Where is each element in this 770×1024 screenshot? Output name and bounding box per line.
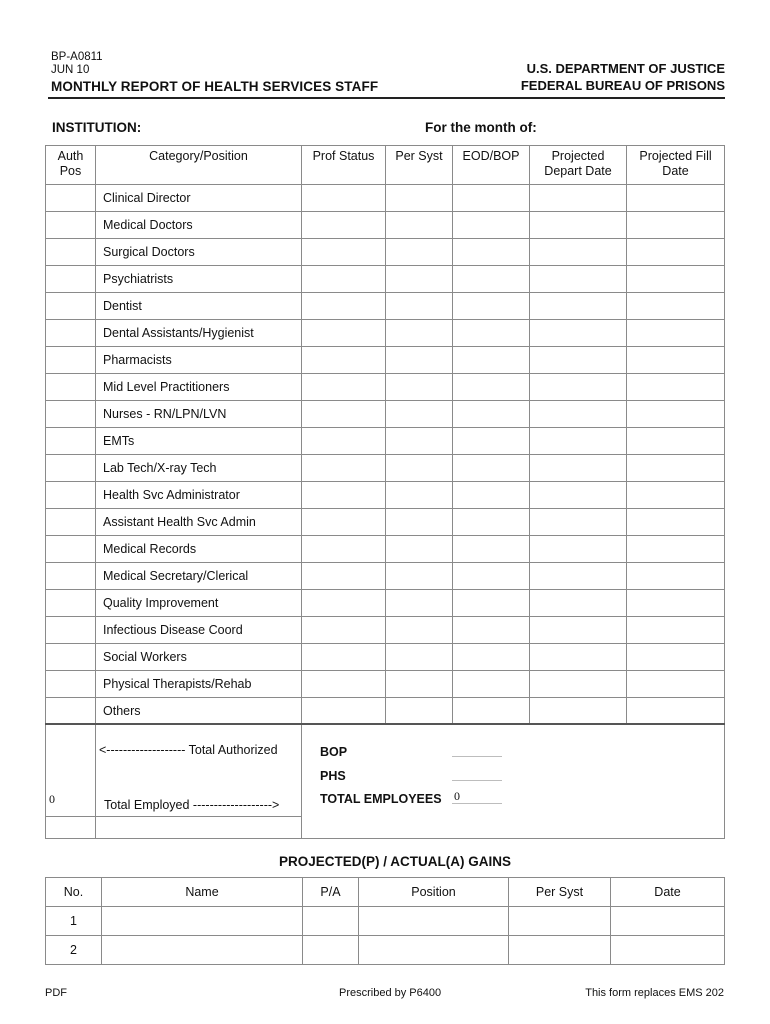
staff-table — [45, 145, 725, 725]
col-eod-bop: EOD/BOP — [453, 146, 530, 185]
fill-date-field[interactable] — [627, 563, 725, 590]
auth-pos-field[interactable] — [46, 428, 96, 455]
prof-status-field[interactable] — [302, 482, 386, 509]
per-syst-field[interactable] — [386, 401, 453, 428]
prof-status-field[interactable] — [302, 320, 386, 347]
per-syst-field[interactable] — [386, 482, 453, 509]
category-name: Others — [96, 698, 302, 725]
auth-pos-field[interactable] — [46, 482, 96, 509]
auth-pos-field[interactable] — [46, 293, 96, 320]
per-syst-field[interactable] — [386, 644, 453, 671]
prof-status-field[interactable] — [302, 698, 386, 725]
eod-bop-field[interactable] — [453, 212, 530, 239]
category-name: Medical Records — [96, 536, 302, 563]
prof-status-field[interactable] — [302, 266, 386, 293]
gains-col-per-syst: Per Syst — [509, 878, 611, 907]
per-syst-field[interactable] — [386, 239, 453, 266]
gains-per-syst-field[interactable] — [509, 907, 611, 936]
staff-row — [46, 698, 725, 725]
prof-status-field[interactable] — [302, 212, 386, 239]
staff-row — [46, 671, 725, 698]
gains-col-no: No. — [46, 878, 102, 907]
auth-pos-field[interactable] — [46, 320, 96, 347]
staff-row — [46, 482, 725, 509]
staff-table-header — [46, 146, 725, 185]
staff-row — [46, 428, 725, 455]
per-syst-field[interactable] — [386, 536, 453, 563]
auth-pos-field[interactable] — [46, 347, 96, 374]
agency-department: U.S. DEPARTMENT OF JUSTICE — [526, 61, 725, 76]
prof-status-field[interactable] — [302, 617, 386, 644]
category-name: Infectious Disease Coord — [96, 617, 302, 644]
staff-row — [46, 185, 725, 212]
depart-date-field[interactable] — [530, 482, 627, 509]
depart-date-field[interactable] — [530, 185, 627, 212]
gains-position-field[interactable] — [359, 936, 509, 965]
agency-bureau: FEDERAL BUREAU OF PRISONS — [520, 78, 725, 93]
staff-row — [46, 239, 725, 266]
month-label: For the month of: — [425, 120, 537, 135]
col-projected-depart-date: Projected Depart Date — [530, 146, 627, 185]
category-name: Assistant Health Svc Admin — [96, 509, 302, 536]
gains-table — [45, 877, 725, 965]
fill-date-field[interactable] — [627, 293, 725, 320]
footer-replaces: This form replaces EMS 202 — [585, 987, 724, 999]
per-syst-field[interactable] — [386, 320, 453, 347]
gains-date-field[interactable] — [611, 936, 725, 965]
total-employees-label: TOTAL EMPLOYEES — [320, 792, 442, 806]
category-name: EMTs — [96, 428, 302, 455]
form-date: JUN 10 — [51, 64, 90, 76]
gains-row-number: 1 — [46, 907, 102, 936]
auth-pos-field[interactable] — [46, 401, 96, 428]
prof-status-field[interactable] — [302, 185, 386, 212]
employee-summary — [302, 724, 725, 838]
per-syst-field[interactable] — [386, 212, 453, 239]
phs-field[interactable] — [452, 780, 502, 781]
fill-date-field[interactable] — [627, 698, 725, 725]
fill-date-field[interactable] — [627, 644, 725, 671]
eod-bop-field[interactable] — [453, 320, 530, 347]
col-auth-pos: Auth Pos — [46, 146, 96, 185]
auth-pos-field[interactable] — [46, 509, 96, 536]
prof-status-field[interactable] — [302, 239, 386, 266]
form-title: MONTHLY REPORT OF HEALTH SERVICES STAFF — [51, 79, 379, 94]
staff-row — [46, 401, 725, 428]
totals-section — [45, 723, 725, 839]
depart-date-field[interactable] — [530, 293, 627, 320]
fill-date-field[interactable] — [627, 320, 725, 347]
header-divider — [48, 97, 725, 99]
depart-date-field[interactable] — [530, 455, 627, 482]
depart-date-field[interactable] — [530, 617, 627, 644]
depart-date-field[interactable] — [530, 320, 627, 347]
depart-date-field[interactable] — [530, 374, 627, 401]
fill-date-field[interactable] — [627, 455, 725, 482]
per-syst-field[interactable] — [386, 293, 453, 320]
staff-row — [46, 266, 725, 293]
auth-pos-field[interactable] — [46, 212, 96, 239]
fill-date-field[interactable] — [627, 590, 725, 617]
auth-pos-field[interactable] — [46, 590, 96, 617]
total-employees-value: 0 — [454, 789, 460, 803]
depart-date-field[interactable] — [530, 239, 627, 266]
depart-date-field[interactable] — [530, 698, 627, 725]
total-employees-field[interactable] — [452, 803, 502, 804]
auth-pos-field[interactable] — [46, 644, 96, 671]
gains-pa-field[interactable] — [303, 907, 359, 936]
total-authorized-value-field[interactable] — [46, 724, 96, 816]
per-syst-field[interactable] — [386, 509, 453, 536]
fill-date-field[interactable] — [627, 536, 725, 563]
fill-date-field[interactable] — [627, 401, 725, 428]
staff-row — [46, 590, 725, 617]
form-id-block — [51, 51, 103, 77]
per-syst-field[interactable] — [386, 374, 453, 401]
prof-status-field[interactable] — [302, 644, 386, 671]
prof-status-field[interactable] — [302, 455, 386, 482]
per-syst-field[interactable] — [386, 671, 453, 698]
eod-bop-field[interactable] — [453, 509, 530, 536]
bop-label: BOP — [320, 745, 348, 759]
auth-pos-field[interactable] — [46, 239, 96, 266]
staff-row — [46, 617, 725, 644]
category-name: Lab Tech/X-ray Tech — [96, 455, 302, 482]
depart-date-field[interactable] — [530, 563, 627, 590]
category-name: Health Svc Administrator — [96, 482, 302, 509]
per-syst-field[interactable] — [386, 590, 453, 617]
col-projected-fill-date: Projected Fill Date — [627, 146, 725, 185]
category-name: Nurses - RN/LPN/LVN — [96, 401, 302, 428]
prof-status-field[interactable] — [302, 401, 386, 428]
staff-row — [46, 455, 725, 482]
auth-pos-field[interactable] — [46, 266, 96, 293]
eod-bop-field[interactable] — [453, 671, 530, 698]
eod-bop-field[interactable] — [453, 536, 530, 563]
staff-row — [46, 212, 725, 239]
category-name: Quality Improvement — [96, 590, 302, 617]
col-per-syst: Per Syst — [386, 146, 453, 185]
totals-spacer-cell — [46, 816, 96, 838]
eod-bop-field[interactable] — [453, 401, 530, 428]
prof-status-field[interactable] — [302, 563, 386, 590]
category-name: Medical Secretary/Clerical — [96, 563, 302, 590]
eod-bop-field[interactable] — [453, 590, 530, 617]
col-category-position: Category/Position — [96, 146, 302, 185]
prof-status-field[interactable] — [302, 428, 386, 455]
depart-date-field[interactable] — [530, 644, 627, 671]
eod-bop-field[interactable] — [453, 428, 530, 455]
eod-bop-field[interactable] — [453, 239, 530, 266]
gains-name-field[interactable] — [102, 907, 303, 936]
staff-row — [46, 536, 725, 563]
totals-label-cell — [96, 724, 302, 816]
eod-bop-field[interactable] — [453, 347, 530, 374]
eod-bop-field[interactable] — [453, 374, 530, 401]
category-name: Mid Level Practitioners — [96, 374, 302, 401]
auth-pos-field[interactable] — [46, 698, 96, 725]
eod-bop-field[interactable] — [453, 644, 530, 671]
eod-bop-field[interactable] — [453, 698, 530, 725]
prof-status-field[interactable] — [302, 293, 386, 320]
per-syst-field[interactable] — [386, 455, 453, 482]
eod-bop-field[interactable] — [453, 293, 530, 320]
fill-date-field[interactable] — [627, 617, 725, 644]
depart-date-field[interactable] — [530, 347, 627, 374]
eod-bop-field[interactable] — [453, 563, 530, 590]
prof-status-field[interactable] — [302, 509, 386, 536]
category-name: Dentist — [96, 293, 302, 320]
phs-label: PHS — [320, 769, 346, 783]
eod-bop-field[interactable] — [453, 617, 530, 644]
per-syst-field[interactable] — [386, 185, 453, 212]
gains-date-field[interactable] — [611, 907, 725, 936]
prof-status-field[interactable] — [302, 374, 386, 401]
depart-date-field[interactable] — [530, 509, 627, 536]
fill-date-field[interactable] — [627, 347, 725, 374]
eod-bop-field[interactable] — [453, 482, 530, 509]
depart-date-field[interactable] — [530, 401, 627, 428]
col-prof-status: Prof Status — [302, 146, 386, 185]
auth-pos-field[interactable] — [46, 563, 96, 590]
gains-title: PROJECTED(P) / ACTUAL(A) GAINS — [279, 854, 511, 869]
staff-row — [46, 644, 725, 671]
agency-block — [521, 60, 725, 94]
category-name: Dental Assistants/Hygienist — [96, 320, 302, 347]
gains-pa-field[interactable] — [303, 936, 359, 965]
total-employed-value: 0 — [49, 792, 55, 806]
per-syst-field[interactable] — [386, 563, 453, 590]
fill-date-field[interactable] — [627, 671, 725, 698]
per-syst-field[interactable] — [386, 347, 453, 374]
per-syst-field[interactable] — [386, 266, 453, 293]
total-employed-label: Total Employed -------------------> — [104, 798, 280, 812]
category-name: Physical Therapists/Rehab — [96, 671, 302, 698]
bop-field[interactable] — [452, 756, 502, 757]
gains-col-name: Name — [102, 878, 303, 907]
auth-pos-field[interactable] — [46, 374, 96, 401]
auth-pos-field[interactable] — [46, 536, 96, 563]
staff-row — [46, 509, 725, 536]
gains-row-number: 2 — [46, 936, 102, 965]
footer-prescribed: Prescribed by P6400 — [339, 987, 442, 999]
staff-row — [46, 293, 725, 320]
gains-col-date: Date — [611, 878, 725, 907]
gains-per-syst-field[interactable] — [509, 936, 611, 965]
gains-name-field[interactable] — [102, 936, 303, 965]
fill-date-field[interactable] — [627, 212, 725, 239]
fill-date-field[interactable] — [627, 239, 725, 266]
category-name: Medical Doctors — [96, 212, 302, 239]
staff-row — [46, 320, 725, 347]
gains-row — [46, 907, 725, 936]
auth-pos-field[interactable] — [46, 617, 96, 644]
fill-date-field[interactable] — [627, 509, 725, 536]
per-syst-field[interactable] — [386, 698, 453, 725]
eod-bop-field[interactable] — [453, 185, 530, 212]
depart-date-field[interactable] — [530, 266, 627, 293]
fill-date-field[interactable] — [627, 482, 725, 509]
prof-status-field[interactable] — [302, 671, 386, 698]
fill-date-field[interactable] — [627, 374, 725, 401]
institution-label: INSTITUTION: — [52, 120, 142, 135]
fill-date-field[interactable] — [627, 266, 725, 293]
form-number: BP-A0811 — [51, 51, 103, 63]
category-name: Clinical Director — [96, 185, 302, 212]
prof-status-field[interactable] — [302, 536, 386, 563]
staff-row — [46, 347, 725, 374]
auth-pos-field[interactable] — [46, 671, 96, 698]
depart-date-field[interactable] — [530, 212, 627, 239]
gains-row — [46, 936, 725, 965]
category-name: Psychiatrists — [96, 266, 302, 293]
auth-pos-field[interactable] — [46, 455, 96, 482]
category-name: Pharmacists — [96, 347, 302, 374]
gains-col-position: Position — [359, 878, 509, 907]
fill-date-field[interactable] — [627, 185, 725, 212]
gains-table-header — [46, 878, 725, 907]
category-name: Surgical Doctors — [96, 239, 302, 266]
eod-bop-field[interactable] — [453, 455, 530, 482]
staff-row — [46, 563, 725, 590]
footer-source: PDF — [45, 987, 67, 999]
fill-date-field[interactable] — [627, 428, 725, 455]
totals-spacer-cell — [96, 816, 302, 838]
gains-col-pa: P/A — [303, 878, 359, 907]
auth-pos-field[interactable] — [46, 185, 96, 212]
gains-position-field[interactable] — [359, 907, 509, 936]
category-name: Social Workers — [96, 644, 302, 671]
depart-date-field[interactable] — [530, 590, 627, 617]
eod-bop-field[interactable] — [453, 266, 530, 293]
prof-status-field[interactable] — [302, 590, 386, 617]
prof-status-field[interactable] — [302, 347, 386, 374]
depart-date-field[interactable] — [530, 536, 627, 563]
per-syst-field[interactable] — [386, 617, 453, 644]
per-syst-field[interactable] — [386, 428, 453, 455]
depart-date-field[interactable] — [530, 428, 627, 455]
depart-date-field[interactable] — [530, 671, 627, 698]
staff-row — [46, 374, 725, 401]
total-authorized-label: <------------------- Total Authorized — [99, 743, 278, 757]
